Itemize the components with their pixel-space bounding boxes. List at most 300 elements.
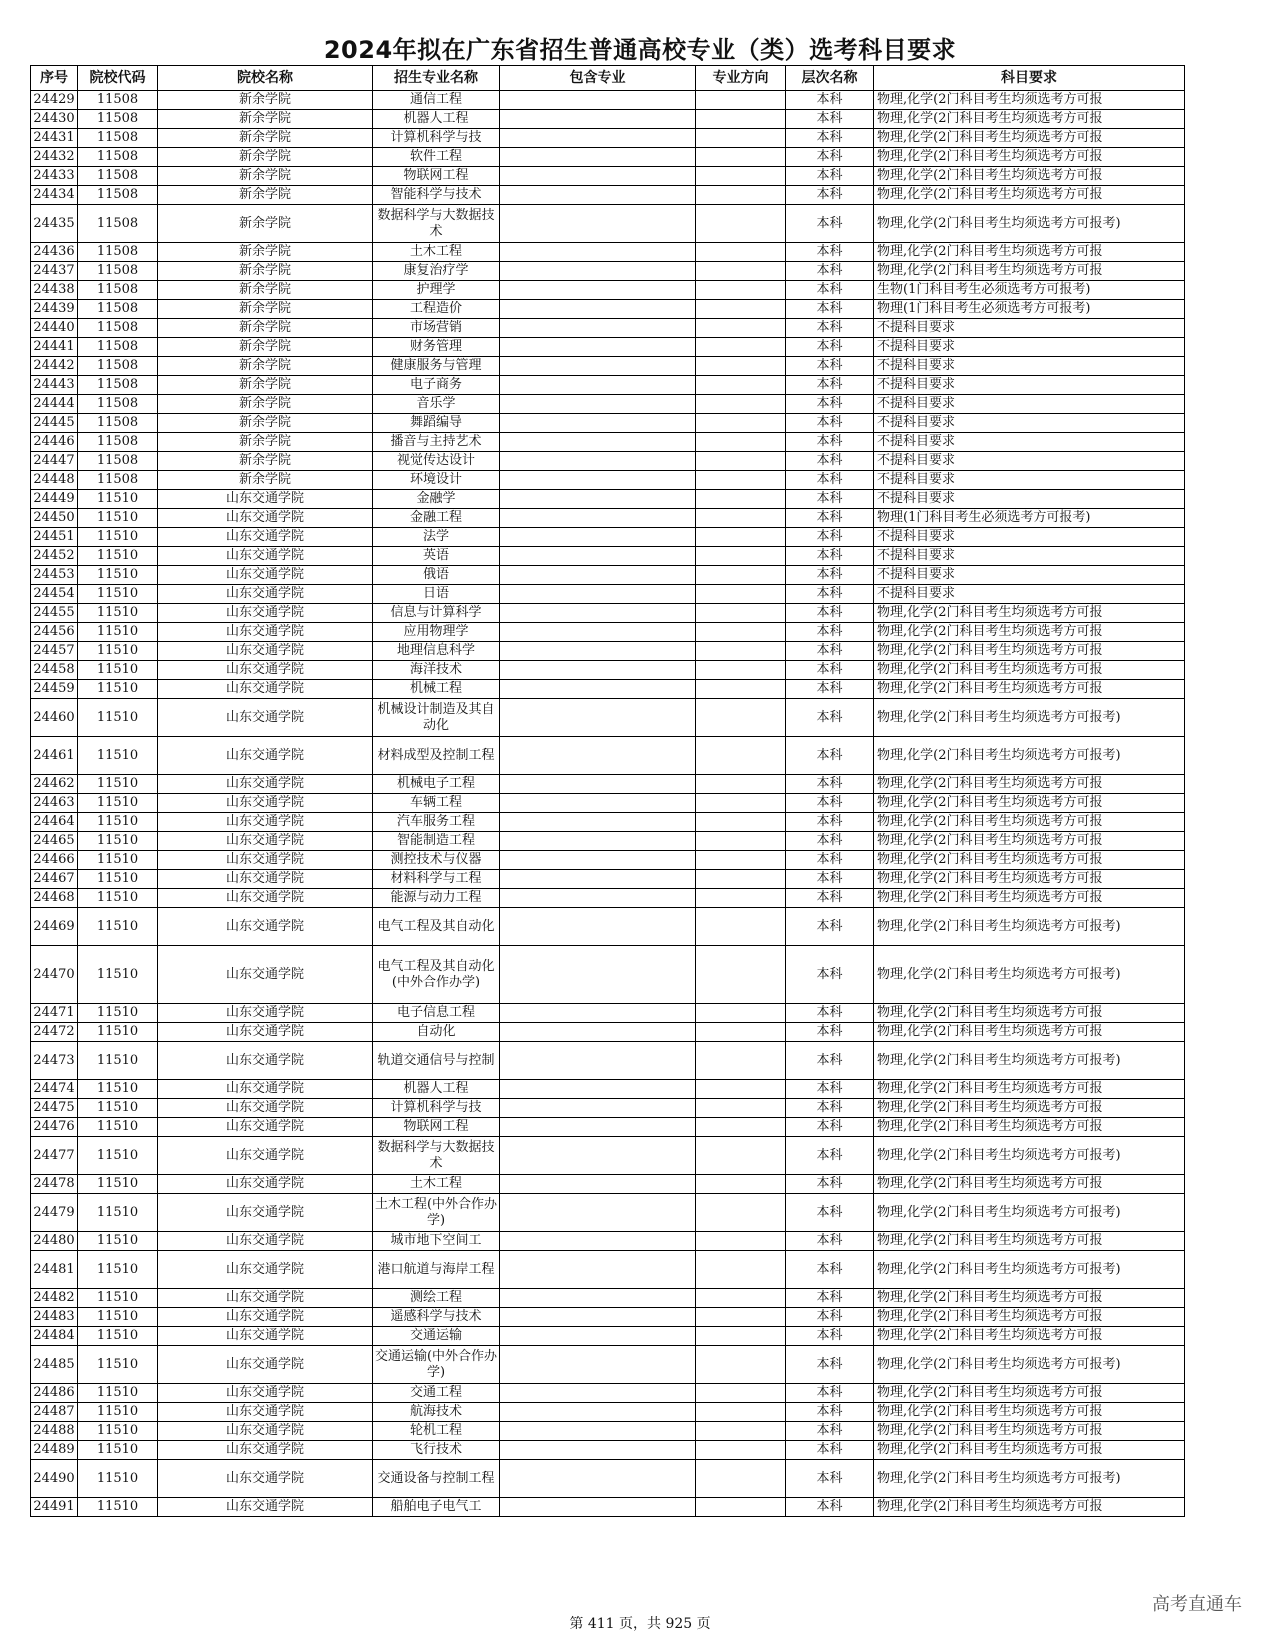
cell-no: 24477 (31, 1137, 78, 1175)
cell-code: 11510 (78, 566, 158, 585)
cell-included (500, 1080, 696, 1099)
table-row (31, 490, 1185, 509)
cell-major: 地理信息科学 (373, 642, 500, 661)
cell-level: 本科 (786, 1498, 874, 1517)
cell-direction (696, 946, 786, 1004)
cell-included (500, 376, 696, 395)
cell-no: 24431 (31, 129, 78, 148)
cell-direction (696, 148, 786, 167)
cell-code: 11510 (78, 1460, 158, 1498)
cell-direction (696, 490, 786, 509)
cell-requirement: 物理,化学(2门科目考生均须选考方可报 (874, 794, 1185, 813)
cell-no: 24432 (31, 148, 78, 167)
cell-level: 本科 (786, 1023, 874, 1042)
cell-major: 日语 (373, 585, 500, 604)
table-row (31, 319, 1185, 338)
cell-direction (696, 319, 786, 338)
cell-no: 24460 (31, 699, 78, 737)
cell-school: 山东交通学院 (158, 1118, 373, 1137)
cell-school: 山东交通学院 (158, 1327, 373, 1346)
cell-included (500, 205, 696, 243)
requirements-table (30, 65, 1185, 1517)
cell-level: 本科 (786, 243, 874, 262)
cell-level: 本科 (786, 1080, 874, 1099)
cell-no: 24483 (31, 1308, 78, 1327)
cell-code: 11510 (78, 889, 158, 908)
cell-major: 计算机科学与技 (373, 1099, 500, 1118)
table-row (31, 414, 1185, 433)
cell-direction (696, 1137, 786, 1175)
cell-school: 山东交通学院 (158, 566, 373, 585)
header-requirement: 科目要求 (874, 66, 1185, 91)
cell-requirement: 物理,化学(2门科目考生均须选考方可报 (874, 1004, 1185, 1023)
cell-school: 山东交通学院 (158, 509, 373, 528)
cell-school: 山东交通学院 (158, 1251, 373, 1289)
cell-school: 山东交通学院 (158, 1099, 373, 1118)
cell-requirement: 物理,化学(2门科目考生均须选考方可报考) (874, 1346, 1185, 1384)
cell-level: 本科 (786, 547, 874, 566)
cell-school: 新余学院 (158, 357, 373, 376)
cell-included (500, 129, 696, 148)
cell-direction (696, 832, 786, 851)
cell-code: 11510 (78, 908, 158, 946)
cell-no: 24455 (31, 604, 78, 623)
cell-direction (696, 186, 786, 205)
table-row (31, 110, 1185, 129)
cell-major: 土木工程 (373, 243, 500, 262)
cell-included (500, 699, 696, 737)
cell-code: 11508 (78, 91, 158, 110)
cell-no: 24489 (31, 1441, 78, 1460)
cell-code: 11510 (78, 547, 158, 566)
cell-level: 本科 (786, 262, 874, 281)
cell-no: 24463 (31, 794, 78, 813)
cell-major: 航海技术 (373, 1403, 500, 1422)
table-row (31, 1023, 1185, 1042)
cell-level: 本科 (786, 642, 874, 661)
cell-included (500, 262, 696, 281)
cell-direction (696, 737, 786, 775)
table-row (31, 1137, 1185, 1175)
cell-code: 11510 (78, 490, 158, 509)
cell-no: 24440 (31, 319, 78, 338)
cell-school: 山东交通学院 (158, 1289, 373, 1308)
cell-code: 11508 (78, 338, 158, 357)
cell-code: 11508 (78, 243, 158, 262)
cell-major: 物联网工程 (373, 167, 500, 186)
cell-included (500, 1023, 696, 1042)
cell-requirement: 不提科目要求 (874, 376, 1185, 395)
cell-no: 24445 (31, 414, 78, 433)
cell-no: 24452 (31, 547, 78, 566)
cell-requirement: 不提科目要求 (874, 319, 1185, 338)
table-row (31, 281, 1185, 300)
cell-school: 山东交通学院 (158, 870, 373, 889)
cell-school: 山东交通学院 (158, 1175, 373, 1194)
cell-requirement: 不提科目要求 (874, 395, 1185, 414)
table-row (31, 395, 1185, 414)
cell-requirement: 不提科目要求 (874, 490, 1185, 509)
cell-school: 山东交通学院 (158, 1042, 373, 1080)
cell-school: 新余学院 (158, 205, 373, 243)
cell-direction (696, 1498, 786, 1517)
cell-level: 本科 (786, 1384, 874, 1403)
cell-level: 本科 (786, 1118, 874, 1137)
cell-code: 11510 (78, 1137, 158, 1175)
cell-requirement: 物理,化学(2门科目考生均须选考方可报 (874, 870, 1185, 889)
cell-level: 本科 (786, 1232, 874, 1251)
cell-code: 11510 (78, 509, 158, 528)
cell-no: 24487 (31, 1403, 78, 1422)
cell-requirement: 物理,化学(2门科目考生均须选考方可报 (874, 1498, 1185, 1517)
cell-code: 11508 (78, 186, 158, 205)
cell-major: 信息与计算科学 (373, 604, 500, 623)
table-row (31, 528, 1185, 547)
cell-included (500, 680, 696, 699)
table-row (31, 870, 1185, 889)
cell-included (500, 813, 696, 832)
cell-code: 11510 (78, 794, 158, 813)
cell-code: 11508 (78, 205, 158, 243)
cell-included (500, 661, 696, 680)
cell-code: 11510 (78, 1004, 158, 1023)
table-row (31, 946, 1185, 1004)
cell-major: 机械工程 (373, 680, 500, 699)
cell-direction (696, 338, 786, 357)
cell-included (500, 1460, 696, 1498)
cell-no: 24434 (31, 186, 78, 205)
cell-school: 山东交通学院 (158, 737, 373, 775)
cell-included (500, 604, 696, 623)
cell-no: 24491 (31, 1498, 78, 1517)
table-row (31, 547, 1185, 566)
cell-no: 24433 (31, 167, 78, 186)
cell-included (500, 794, 696, 813)
cell-included (500, 395, 696, 414)
cell-level: 本科 (786, 281, 874, 300)
cell-included (500, 433, 696, 452)
cell-requirement: 物理,化学(2门科目考生均须选考方可报 (874, 129, 1185, 148)
table-row (31, 661, 1185, 680)
cell-major: 健康服务与管理 (373, 357, 500, 376)
cell-major: 金融学 (373, 490, 500, 509)
cell-major: 音乐学 (373, 395, 500, 414)
cell-code: 11510 (78, 1403, 158, 1422)
cell-code: 11510 (78, 1498, 158, 1517)
cell-requirement: 不提科目要求 (874, 547, 1185, 566)
cell-no: 24490 (31, 1460, 78, 1498)
cell-level: 本科 (786, 1099, 874, 1118)
table-row (31, 1118, 1185, 1137)
cell-direction (696, 889, 786, 908)
cell-requirement: 物理,化学(2门科目考生均须选考方可报考) (874, 1137, 1185, 1175)
cell-no: 24443 (31, 376, 78, 395)
cell-code: 11510 (78, 699, 158, 737)
cell-level: 本科 (786, 566, 874, 585)
cell-requirement: 物理,化学(2门科目考生均须选考方可报考) (874, 946, 1185, 1004)
table-row (31, 452, 1185, 471)
header-no: 序号 (31, 66, 78, 91)
cell-direction (696, 1384, 786, 1403)
cell-included (500, 186, 696, 205)
cell-school: 山东交通学院 (158, 1080, 373, 1099)
cell-direction (696, 1080, 786, 1099)
cell-level: 本科 (786, 1422, 874, 1441)
cell-direction (696, 566, 786, 585)
cell-major: 电气工程及其自动化 (373, 908, 500, 946)
cell-major: 船舶电子电气工 (373, 1498, 500, 1517)
cell-included (500, 585, 696, 604)
table-row (31, 91, 1185, 110)
cell-school: 山东交通学院 (158, 623, 373, 642)
cell-level: 本科 (786, 908, 874, 946)
cell-code: 11510 (78, 680, 158, 699)
table-row (31, 509, 1185, 528)
cell-level: 本科 (786, 490, 874, 509)
cell-code: 11510 (78, 1080, 158, 1099)
cell-no: 24465 (31, 832, 78, 851)
cell-direction (696, 1118, 786, 1137)
cell-direction (696, 1175, 786, 1194)
cell-no: 24486 (31, 1384, 78, 1403)
cell-major: 机械设计制造及其自动化 (373, 699, 500, 737)
table-row (31, 243, 1185, 262)
cell-major: 通信工程 (373, 91, 500, 110)
cell-included (500, 737, 696, 775)
cell-requirement: 物理,化学(2门科目考生均须选考方可报考) (874, 1251, 1185, 1289)
cell-requirement: 生物(1门科目考生必须选考方可报考) (874, 281, 1185, 300)
cell-included (500, 775, 696, 794)
cell-no: 24474 (31, 1080, 78, 1099)
cell-major: 交通运输 (373, 1327, 500, 1346)
header-code: 院校代码 (78, 66, 158, 91)
cell-direction (696, 1042, 786, 1080)
cell-major: 视觉传达设计 (373, 452, 500, 471)
cell-direction (696, 1460, 786, 1498)
cell-direction (696, 528, 786, 547)
cell-major: 软件工程 (373, 148, 500, 167)
cell-direction (696, 794, 786, 813)
cell-requirement: 物理,化学(2门科目考生均须选考方可报 (874, 1232, 1185, 1251)
cell-school: 山东交通学院 (158, 1422, 373, 1441)
cell-included (500, 110, 696, 129)
cell-level: 本科 (786, 889, 874, 908)
cell-direction (696, 585, 786, 604)
cell-no: 24438 (31, 281, 78, 300)
cell-no: 24471 (31, 1004, 78, 1023)
cell-requirement: 物理,化学(2门科目考生均须选考方可报 (874, 1175, 1185, 1194)
table-body (31, 91, 1185, 1517)
cell-requirement: 物理,化学(2门科目考生均须选考方可报 (874, 1289, 1185, 1308)
cell-included (500, 642, 696, 661)
cell-level: 本科 (786, 1346, 874, 1384)
table-header-row (31, 66, 1185, 91)
cell-level: 本科 (786, 870, 874, 889)
cell-direction (696, 1023, 786, 1042)
cell-direction (696, 1327, 786, 1346)
table-row (31, 1498, 1185, 1517)
cell-level: 本科 (786, 91, 874, 110)
cell-major: 土木工程(中外合作办学) (373, 1194, 500, 1232)
cell-level: 本科 (786, 699, 874, 737)
table-row (31, 1194, 1185, 1232)
cell-major: 市场营销 (373, 319, 500, 338)
cell-major: 能源与动力工程 (373, 889, 500, 908)
cell-school: 山东交通学院 (158, 1137, 373, 1175)
cell-school: 新余学院 (158, 262, 373, 281)
cell-no: 24451 (31, 528, 78, 547)
cell-major: 交通运输(中外合作办学) (373, 1346, 500, 1384)
cell-school: 新余学院 (158, 414, 373, 433)
cell-level: 本科 (786, 1403, 874, 1422)
cell-code: 11508 (78, 357, 158, 376)
cell-requirement: 物理,化学(2门科目考生均须选考方可报 (874, 1308, 1185, 1327)
cell-level: 本科 (786, 1004, 874, 1023)
cell-included (500, 889, 696, 908)
cell-school: 新余学院 (158, 167, 373, 186)
cell-level: 本科 (786, 604, 874, 623)
cell-included (500, 1118, 696, 1137)
table-row (31, 148, 1185, 167)
cell-level: 本科 (786, 319, 874, 338)
cell-code: 11510 (78, 661, 158, 680)
cell-level: 本科 (786, 148, 874, 167)
cell-requirement: 物理,化学(2门科目考生均须选考方可报 (874, 186, 1185, 205)
cell-major: 飞行技术 (373, 1441, 500, 1460)
cell-no: 24430 (31, 110, 78, 129)
cell-requirement: 物理,化学(2门科目考生均须选考方可报 (874, 604, 1185, 623)
cell-major: 金融工程 (373, 509, 500, 528)
cell-direction (696, 433, 786, 452)
cell-direction (696, 1194, 786, 1232)
cell-requirement: 物理,化学(2门科目考生均须选考方可报 (874, 889, 1185, 908)
cell-direction (696, 1004, 786, 1023)
cell-included (500, 1384, 696, 1403)
cell-requirement: 物理,化学(2门科目考生均须选考方可报 (874, 775, 1185, 794)
cell-major: 车辆工程 (373, 794, 500, 813)
cell-included (500, 1251, 696, 1289)
table-row (31, 338, 1185, 357)
cell-level: 本科 (786, 471, 874, 490)
cell-no: 24481 (31, 1251, 78, 1289)
cell-included (500, 870, 696, 889)
cell-no: 24429 (31, 91, 78, 110)
table-row (31, 908, 1185, 946)
cell-level: 本科 (786, 414, 874, 433)
cell-code: 11508 (78, 167, 158, 186)
table-row (31, 471, 1185, 490)
cell-included (500, 1175, 696, 1194)
cell-requirement: 不提科目要求 (874, 357, 1185, 376)
cell-no: 24449 (31, 490, 78, 509)
cell-direction (696, 1346, 786, 1384)
cell-requirement: 物理,化学(2门科目考生均须选考方可报 (874, 1422, 1185, 1441)
cell-requirement: 物理,化学(2门科目考生均须选考方可报 (874, 262, 1185, 281)
table-row (31, 832, 1185, 851)
cell-major: 应用物理学 (373, 623, 500, 642)
cell-major: 播音与主持艺术 (373, 433, 500, 452)
cell-code: 11510 (78, 1327, 158, 1346)
table-row (31, 300, 1185, 319)
cell-requirement: 不提科目要求 (874, 452, 1185, 471)
cell-code: 11508 (78, 281, 158, 300)
cell-school: 山东交通学院 (158, 490, 373, 509)
cell-included (500, 148, 696, 167)
cell-school: 新余学院 (158, 452, 373, 471)
cell-major: 海洋技术 (373, 661, 500, 680)
cell-major: 康复治疗学 (373, 262, 500, 281)
cell-school: 新余学院 (158, 471, 373, 490)
cell-major: 电子信息工程 (373, 1004, 500, 1023)
cell-included (500, 908, 696, 946)
table-row (31, 1289, 1185, 1308)
cell-requirement: 物理,化学(2门科目考生均须选考方可报 (874, 1099, 1185, 1118)
cell-code: 11510 (78, 1422, 158, 1441)
cell-level: 本科 (786, 452, 874, 471)
cell-requirement: 物理(1门科目考生必须选考方可报考) (874, 509, 1185, 528)
table-row (31, 1004, 1185, 1023)
cell-direction (696, 300, 786, 319)
table-row (31, 1384, 1185, 1403)
cell-level: 本科 (786, 110, 874, 129)
cell-no: 24478 (31, 1175, 78, 1194)
cell-requirement: 物理,化学(2门科目考生均须选考方可报 (874, 623, 1185, 642)
cell-school: 新余学院 (158, 243, 373, 262)
cell-school: 山东交通学院 (158, 813, 373, 832)
cell-direction (696, 661, 786, 680)
cell-direction (696, 509, 786, 528)
cell-major: 汽车服务工程 (373, 813, 500, 832)
table-row (31, 1099, 1185, 1118)
cell-included (500, 1346, 696, 1384)
cell-school: 新余学院 (158, 395, 373, 414)
cell-major: 交通设备与控制工程 (373, 1460, 500, 1498)
cell-no: 24439 (31, 300, 78, 319)
cell-code: 11510 (78, 1441, 158, 1460)
cell-no: 24435 (31, 205, 78, 243)
cell-major: 遥感科学与技术 (373, 1308, 500, 1327)
cell-school: 山东交通学院 (158, 832, 373, 851)
table-row (31, 167, 1185, 186)
cell-school: 山东交通学院 (158, 775, 373, 794)
cell-school: 山东交通学院 (158, 1346, 373, 1384)
cell-code: 11510 (78, 832, 158, 851)
cell-code: 11508 (78, 395, 158, 414)
cell-no: 24488 (31, 1422, 78, 1441)
table-row (31, 813, 1185, 832)
cell-code: 11510 (78, 1023, 158, 1042)
table-row (31, 1422, 1185, 1441)
cell-included (500, 1099, 696, 1118)
cell-major: 数据科学与大数据技术 (373, 1137, 500, 1175)
cell-level: 本科 (786, 338, 874, 357)
cell-requirement: 物理,化学(2门科目考生均须选考方可报考) (874, 737, 1185, 775)
cell-included (500, 167, 696, 186)
table-row (31, 1346, 1185, 1384)
cell-requirement: 物理,化学(2门科目考生均须选考方可报 (874, 813, 1185, 832)
cell-level: 本科 (786, 946, 874, 1004)
cell-no: 24461 (31, 737, 78, 775)
cell-no: 24436 (31, 243, 78, 262)
cell-no: 24441 (31, 338, 78, 357)
cell-level: 本科 (786, 167, 874, 186)
table-row (31, 1080, 1185, 1099)
header-direction: 专业方向 (696, 66, 786, 91)
cell-level: 本科 (786, 1308, 874, 1327)
cell-direction (696, 376, 786, 395)
cell-direction (696, 1232, 786, 1251)
cell-major: 智能制造工程 (373, 832, 500, 851)
